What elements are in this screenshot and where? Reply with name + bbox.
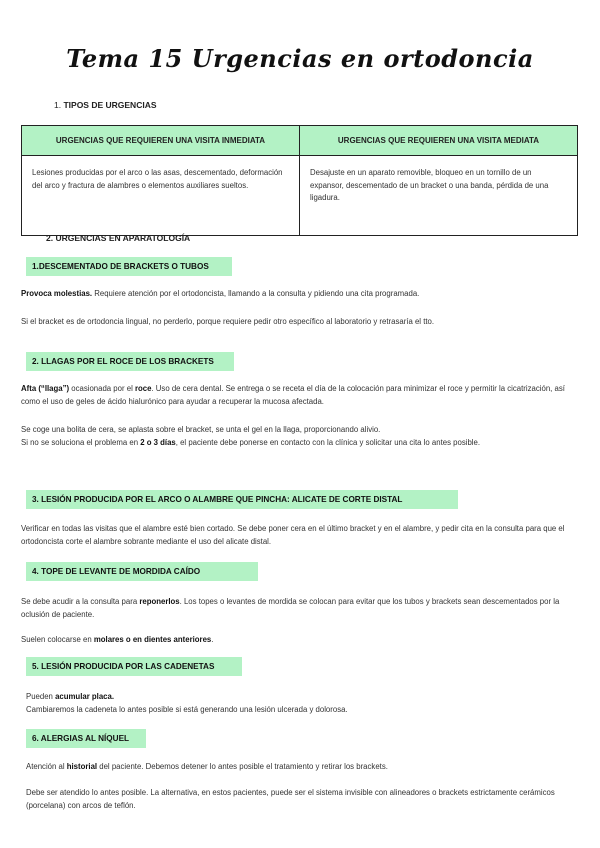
subsection-1-paragraph-1 (21, 288, 581, 301)
subsection-2-paragraph-3 (21, 437, 581, 450)
bold-text: acumular placa. (55, 692, 114, 701)
section-1-number: 1. (54, 100, 62, 110)
subsection-5-paragraph-2: Cambiaremos la cadeneta lo antes posible si está generando una lesión ulcerada y dolorosa. (26, 705, 348, 714)
subsection-3-paragraph-1: Verificar en todas las visitas que el alambre esté bien cortado. Se debe poner cera en el último bracket y en el alambre, y pedir cita en la consulta para que el ortodoncista corte el alambre sobrante mediante el uso del alicate distal. (21, 524, 565, 546)
subsection-4-paragraph-1 (21, 596, 581, 621)
subsection-1-paragraph-2: Si el bracket es de ortodoncia lingual, no perderlo, porque requiere pedir otro específico al laboratorio y retrasaría el tto. (21, 317, 435, 326)
text: Suelen colocarse en (21, 635, 94, 644)
text: Atención al (26, 762, 67, 771)
table-row (22, 156, 578, 236)
bold-text: Afta (“llaga”) (21, 384, 70, 393)
subsection-6-paragraph-1 (26, 761, 586, 774)
bold-text: Provoca molestias. (21, 289, 93, 298)
bold-text: 2 o 3 días (140, 438, 176, 447)
subsection-3-heading: 3. LESIÓN PRODUCIDA POR EL ARCO O ALAMBRE QUE PINCHA: ALICATE DE CORTE DISTAL (26, 490, 458, 509)
subsection-2-heading: 2. LLAGAS POR EL ROCE DE LOS BRACKETS (26, 352, 234, 371)
text: del paciente. Debemos detener lo antes posible el tratamiento y retirar los brackets. (97, 762, 388, 771)
bold-text: reponerlos (139, 597, 180, 606)
subsection-4-heading: 4. TOPE DE LEVANTE DE MORDIDA CAÍDO (26, 562, 258, 581)
text: . Los topes o levantes de mordida se colocan para evitar que los tubos y brackets sean descementados por la oclusión de paciente. (21, 597, 560, 619)
subsection-6-heading: 6. ALERGIAS AL NÍQUEL (26, 729, 146, 748)
bold-text: roce (134, 384, 152, 393)
text: ocasionada por el (69, 384, 135, 393)
page-title: Tema 15 Urgencias en ortodoncia (66, 44, 534, 73)
text: Requiere atención por el ortodoncista, llamando a la consulta y pidiendo una cita programada. (92, 289, 420, 298)
subsection-2-paragraph-1 (21, 383, 581, 408)
urgency-types-table (21, 125, 578, 236)
subsection-2-paragraph-2: Se coge una bolita de cera, se aplasta sobre el bracket, se unta el gel en la llaga, proporcionando alivio. (21, 425, 381, 434)
bold-text: historial (66, 762, 98, 771)
table-header-immediate: URGENCIAS QUE REQUIEREN UNA VISITA INMEDIATA (22, 126, 300, 156)
text: . Uso de cera dental. Se entrega o se receta el día de la colocación para minimizar el roce y permitir la cicatrización, así como el uso de geles de ácido hialurónico para ayudar a recuperar la mucosa afectada. (21, 384, 565, 406)
table-header-row (22, 126, 578, 156)
text: Si no se soluciona el problema en (21, 438, 141, 447)
table-cell-immediate: Lesiones producidas por el arco o las asas, descementado, deformación del arco y fractura de alambres o elementos auxiliares sueltos. (22, 156, 300, 236)
section-2-heading: 2. URGENCIAS EN APARATOLOGÍA (46, 233, 191, 243)
table-header-mediate: URGENCIAS QUE REQUIEREN UNA VISITA MEDIATA (300, 126, 578, 156)
subsection-4-paragraph-2 (21, 634, 581, 647)
text: Pueden (26, 692, 56, 701)
text: Se debe acudir a la consulta para (21, 597, 140, 606)
text: , el paciente debe ponerse en contacto con la clínica y solicitar una cita lo antes posible. (175, 438, 481, 447)
text: . (211, 635, 214, 644)
subsection-1-heading: 1.DESCEMENTADO DE BRACKETS O TUBOS (26, 257, 232, 276)
section-1-heading (54, 100, 157, 110)
bold-text: molares o en dientes anteriores (93, 635, 212, 644)
table-cell-mediate: Desajuste en un aparato removible, bloqueo en un tornillo de un expansor, descementado de un bracket o una banda, pérdida de una ligadura. (300, 156, 578, 236)
subsection-5-paragraph-1 (26, 691, 586, 704)
subsection-6-paragraph-2: Debe ser atendido lo antes posible. La alternativa, en estos pacientes, puede ser el sistema invisible con alineadores o brackets estrictamente cerámicos (porcelana) con arcos de teflón. (26, 788, 555, 810)
subsection-5-heading: 5. LESIÓN PRODUCIDA POR LAS CADENETAS (26, 657, 242, 676)
section-1-label: TIPOS DE URGENCIAS (63, 100, 157, 110)
